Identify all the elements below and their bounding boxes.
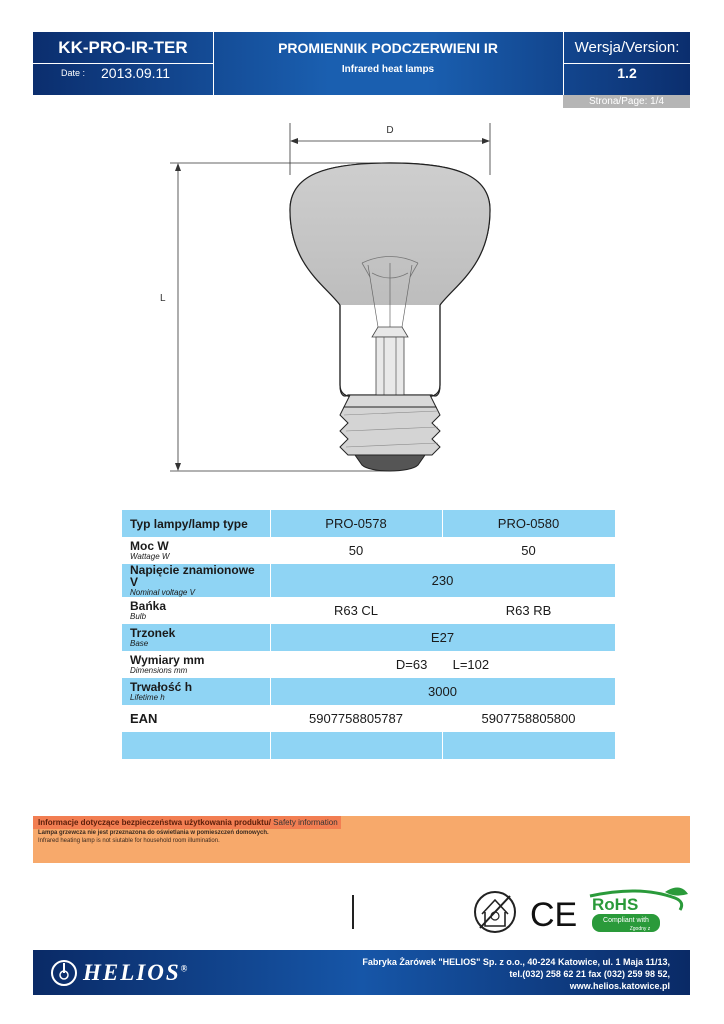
lamp-type-label: Typ lampy/lamp type	[122, 510, 270, 537]
document-footer	[33, 950, 690, 995]
page-indicator: Strona/Page: 1/4	[563, 95, 690, 108]
row-label: Napięcie znamionowe V Nominal voltage V	[122, 564, 270, 597]
cell-value: 230	[270, 564, 615, 597]
table-row	[122, 651, 615, 678]
table-row	[122, 597, 615, 624]
rohs-sub: Compliant with	[603, 917, 649, 924]
cell-value: 3000	[270, 678, 615, 705]
helios-logo-icon	[47, 956, 81, 990]
date-label: Date :	[61, 68, 86, 78]
row-label: Wymiary mm Dimensions mm	[122, 651, 270, 678]
ce-mark: CE	[530, 896, 578, 934]
document-subtitle: Infrared heat lamps	[341, 64, 435, 75]
col-pro-0580: PRO-0580	[442, 510, 615, 537]
spec-table	[122, 510, 616, 759]
rohs-logo	[590, 887, 688, 932]
table-header-row	[122, 510, 615, 537]
certification-marks	[470, 880, 690, 940]
row-label: Bańka Bulb	[122, 597, 270, 624]
document-header	[33, 32, 690, 95]
bulb-shape	[280, 155, 500, 397]
company-website[interactable]: www.helios.katowice.pl	[569, 981, 670, 991]
table-row	[122, 705, 615, 732]
lamp-drawing	[150, 115, 550, 485]
version-value: 1.2	[617, 65, 637, 81]
divider-line	[352, 895, 354, 929]
col-pro-0578: PRO-0578	[270, 510, 442, 537]
row-label: EAN	[122, 705, 270, 732]
safety-heading: Informacje dotyczące bezpieczeństwa użytkowania produktu/ Safety information	[33, 816, 341, 829]
row-label: Trzonek Base	[122, 624, 270, 651]
table-row	[122, 564, 615, 597]
dimension-d-label: D	[386, 125, 394, 136]
cell-value: R63 CL	[270, 597, 442, 624]
date-value: 2013.09.11	[101, 65, 171, 81]
cell-value: 5907758805800	[442, 705, 615, 732]
header-left-block	[33, 32, 214, 95]
cell-value: 5907758805787	[270, 705, 442, 732]
rohs-text: RoHS	[592, 895, 639, 914]
lamp-base	[340, 395, 440, 471]
safety-text-en: Infrared heating lamp is not siutable for household room illumination.	[38, 838, 220, 844]
table-row	[122, 537, 615, 564]
safety-text-pl: Lampa grzewcza nie jest przeznazona do oświetlania w pomieszczeń domowych.	[38, 830, 269, 836]
row-label: Moc W Wattage W	[122, 537, 270, 564]
dimension-l-label: L	[160, 293, 166, 304]
product-code: KK-PRO-IR-TER	[33, 32, 213, 64]
indoor-use-icon	[475, 892, 515, 932]
document-title: PROMIENNIK PODCZERWIENI IR	[278, 40, 498, 56]
cell-value: R63 RB	[442, 597, 615, 624]
version-label: Wersja/Version:	[564, 32, 690, 64]
table-row	[122, 624, 615, 651]
cell-value: 50	[442, 537, 615, 564]
cell-value: D=63 L=102	[270, 651, 615, 678]
header-right-block	[563, 32, 690, 95]
table-empty-row	[122, 732, 615, 759]
table-row	[122, 678, 615, 705]
safety-info-box	[33, 816, 690, 863]
brand-name: HELIOS®	[83, 960, 190, 985]
cell-value: 50	[270, 537, 442, 564]
company-address: Fabryka Żarówek "HELIOS" Sp. z o.o., 40-224 Katowice, ul. 1 Maja 11/13, tel.(032) 258 62 21 fax (032) 259 98 52, www.helios.katowice.pl	[362, 957, 670, 991]
rohs-sub2: Zgodny z	[629, 926, 651, 932]
cell-value: E27	[270, 624, 615, 651]
row-label: Trwałość h Lifetime h	[122, 678, 270, 705]
